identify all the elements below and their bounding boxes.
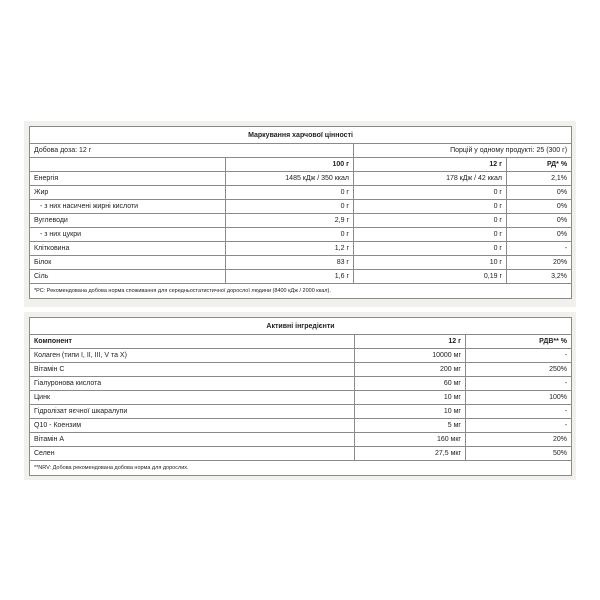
ingredient-rdv: - (466, 405, 572, 419)
nutrient-name: Енергія (30, 172, 226, 186)
header-amount: 12 г (355, 335, 466, 349)
ingredient-amount: 200 мг (355, 363, 466, 377)
value-per12: 0 г (354, 186, 507, 200)
ingredients-panel (24, 312, 576, 480)
ingredient-name: Колаген (типи I, II, III, V та X) (30, 349, 355, 363)
ingredients-footnote: **NRV: Добова рекомендована добова норма для дорослих. (30, 461, 572, 476)
nutrition-table (29, 126, 572, 299)
table-row (30, 172, 572, 186)
ingredient-rdv: 100% (466, 391, 572, 405)
table-row (30, 256, 572, 270)
ingredient-amount: 60 мг (355, 377, 466, 391)
ingredient-name: Селен (30, 447, 355, 461)
header-component: Компонент (30, 335, 355, 349)
value-rd: 2,1% (507, 172, 572, 186)
nutrient-name: Жир (30, 186, 226, 200)
ingredient-name: Вітамін А (30, 433, 355, 447)
servings-info: Порцій у одному продукті: 25 (300 г) (354, 144, 572, 158)
daily-dose: Добова доза: 12 г (30, 144, 354, 158)
ingredient-name: Q10 - Коензим (30, 419, 355, 433)
nutrient-name: - з них цукри (30, 228, 226, 242)
header-per100: 100 г (226, 158, 354, 172)
table-row (30, 186, 572, 200)
nutrition-footnote: *РС: Рекомендована добова норма споживання для середньостатистичної дорослої людини (8400 кДж / 2000 ккал). (30, 284, 572, 299)
nutrient-name: Вуглеводи (30, 214, 226, 228)
ingredient-rdv: 20% (466, 433, 572, 447)
nutrient-name: Клітковина (30, 242, 226, 256)
header-blank (30, 158, 226, 172)
ingredient-amount: 10000 мг (355, 349, 466, 363)
value-per100: 83 г (226, 256, 354, 270)
value-per100: 1,6 г (226, 270, 354, 284)
header-rdv: РДВ** % (466, 335, 572, 349)
table-row (30, 391, 572, 405)
value-per12: 0 г (354, 214, 507, 228)
ingredients-title: Активні інгредієнти (30, 318, 572, 335)
table-row (30, 214, 572, 228)
table-row (30, 377, 572, 391)
table-row (30, 405, 572, 419)
value-per12: 0,19 г (354, 270, 507, 284)
value-rd: - (507, 242, 572, 256)
table-row (30, 228, 572, 242)
ingredient-rdv: 50% (466, 447, 572, 461)
value-rd: 0% (507, 200, 572, 214)
ingredient-name: Гіалуронова кислота (30, 377, 355, 391)
value-per100: 0 г (226, 200, 354, 214)
value-rd: 0% (507, 228, 572, 242)
nutrient-name: - з них насичені жирні кислоти (30, 200, 226, 214)
nutrient-name: Сіль (30, 270, 226, 284)
value-rd: 20% (507, 256, 572, 270)
ingredient-name: Цинк (30, 391, 355, 405)
header-per12: 12 г (354, 158, 507, 172)
ingredient-amount: 160 мкг (355, 433, 466, 447)
value-per100: 1,2 г (226, 242, 354, 256)
ingredient-amount: 10 мг (355, 391, 466, 405)
nutrition-panel (24, 121, 576, 307)
value-per12: 0 г (354, 200, 507, 214)
ingredient-name: Вітамін С (30, 363, 355, 377)
value-per100: 0 г (226, 186, 354, 200)
nutrient-name: Білок (30, 256, 226, 270)
table-row (30, 433, 572, 447)
value-per100: 0 г (226, 228, 354, 242)
ingredients-table (29, 317, 572, 476)
table-row (30, 363, 572, 377)
ingredient-name: Гідролізат яєчної шкаралупи (30, 405, 355, 419)
ingredient-rdv: 250% (466, 363, 572, 377)
value-per100: 2,9 г (226, 214, 354, 228)
value-rd: 3,2% (507, 270, 572, 284)
table-row (30, 447, 572, 461)
value-per12: 10 г (354, 256, 507, 270)
ingredient-rdv: - (466, 377, 572, 391)
ingredient-rdv: - (466, 349, 572, 363)
ingredient-amount: 27,5 мкг (355, 447, 466, 461)
value-per12: 0 г (354, 242, 507, 256)
value-per12: 0 г (354, 228, 507, 242)
nutrition-title: Маркування харчової цінності (30, 127, 572, 144)
table-row (30, 200, 572, 214)
value-rd: 0% (507, 186, 572, 200)
ingredient-amount: 5 мг (355, 419, 466, 433)
header-rd: РД* % (507, 158, 572, 172)
table-row (30, 349, 572, 363)
value-rd: 0% (507, 214, 572, 228)
table-row (30, 242, 572, 256)
table-row (30, 419, 572, 433)
value-per100: 1485 кДж / 350 ккал (226, 172, 354, 186)
ingredient-rdv: - (466, 419, 572, 433)
table-row (30, 270, 572, 284)
value-per12: 178 кДж / 42 ккал (354, 172, 507, 186)
ingredient-amount: 10 мг (355, 405, 466, 419)
